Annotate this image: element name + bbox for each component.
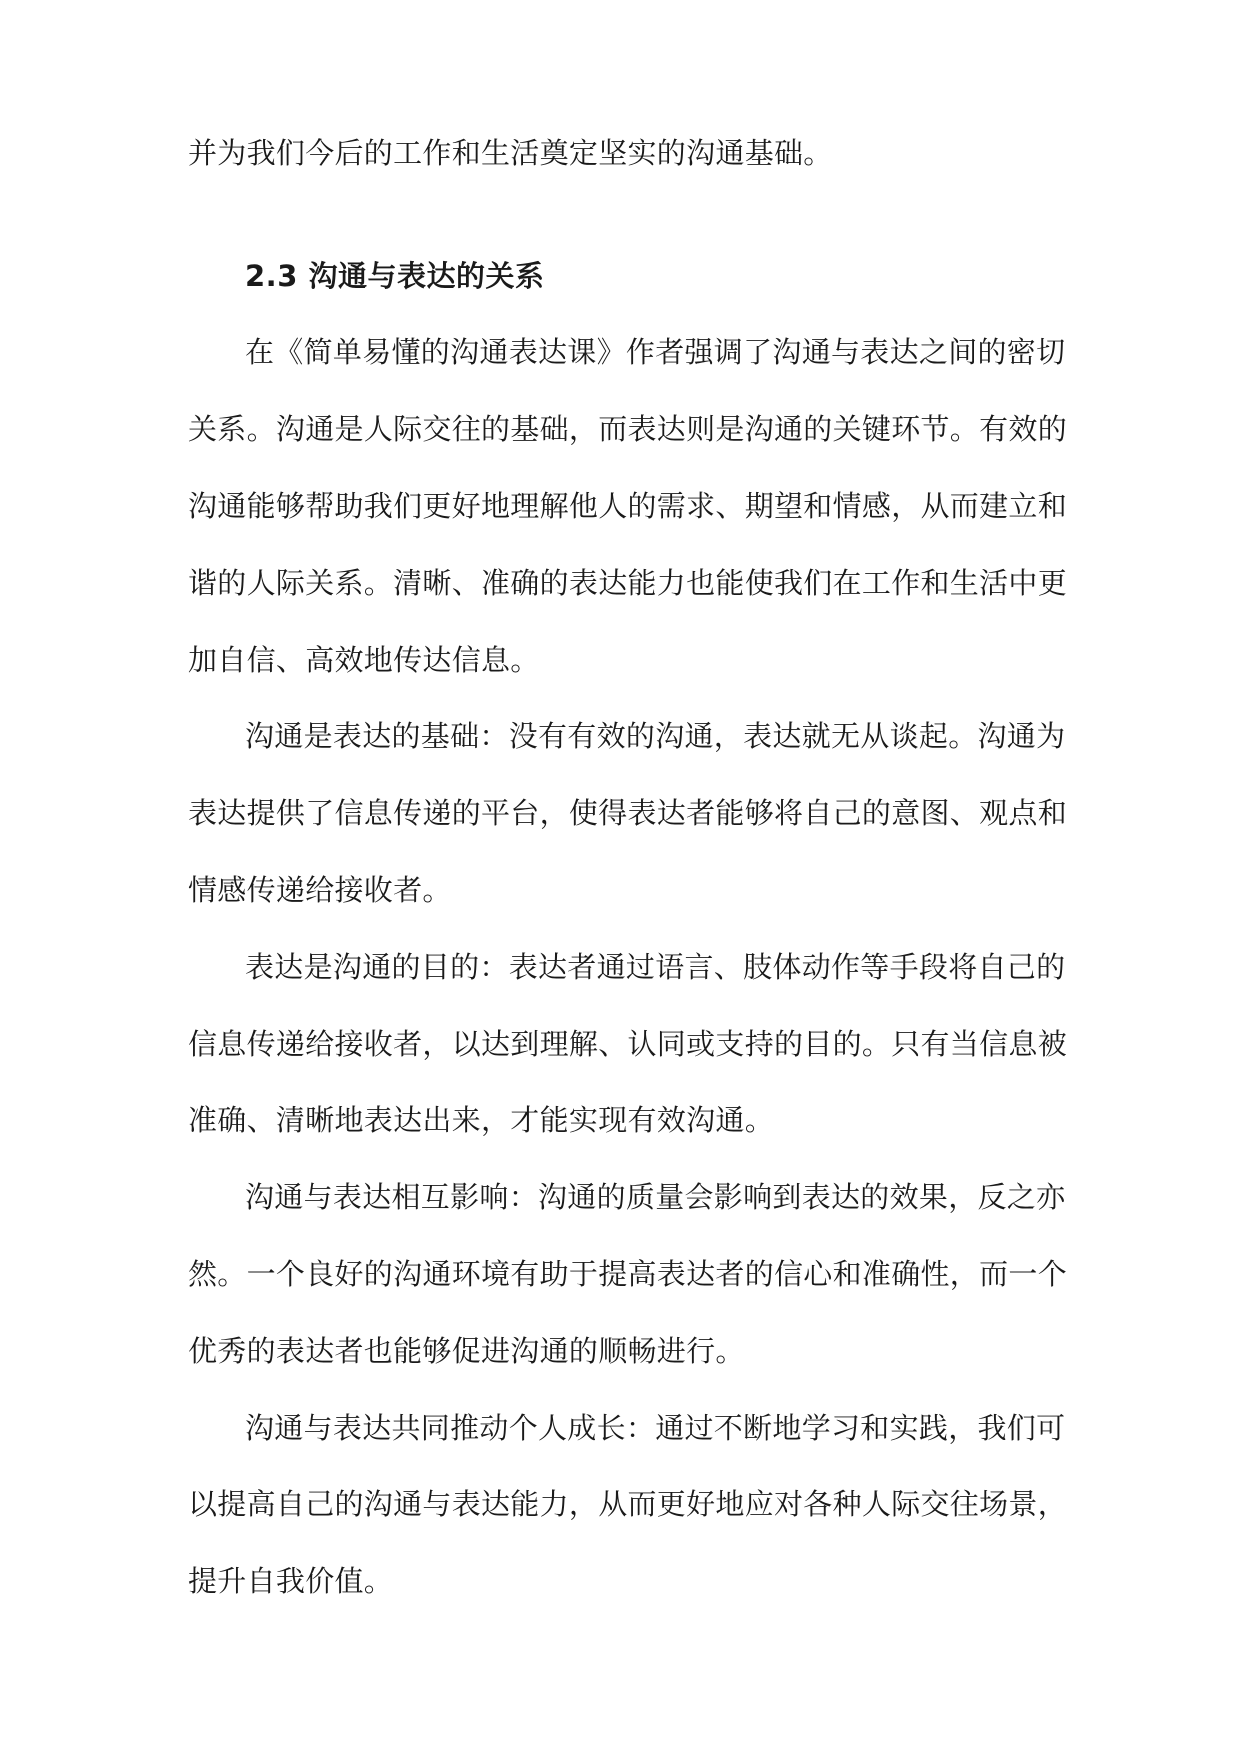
paragraph-line: 沟通与表达相互影响：沟通的质量会影响到表达的效果，反之亦 — [245, 1180, 1066, 1214]
paragraph-line: 关系。沟通是人际交往的基础，而表达则是沟通的关键环节。有效的 — [188, 412, 1068, 446]
paragraph-line: 优秀的表达者也能够促进沟通的顺畅进行。 — [188, 1334, 745, 1368]
paragraph-line: 表达是沟通的目的：表达者通过语言、肢体动作等手段将自己的 — [245, 950, 1066, 984]
paragraph-line: 以提高自己的沟通与表达能力，从而更好地应对各种人际交往场景， — [188, 1487, 1068, 1521]
paragraph-line: 加自信、高效地传达信息。 — [188, 643, 540, 677]
section-heading: 2.3 沟通与表达的关系 — [245, 259, 545, 293]
paragraph-line: 表达提供了信息传递的平台，使得表达者能够将自己的意图、观点和 — [188, 796, 1068, 830]
paragraph-line: 准确、清晰地表达出来，才能实现有效沟通。 — [188, 1103, 775, 1137]
paragraph-line: 沟通是表达的基础：没有有效的沟通，表达就无从谈起。沟通为 — [245, 719, 1066, 753]
continuation-line: 并为我们今后的工作和生活奠定坚实的沟通基础。 — [188, 136, 833, 170]
paragraph-line: 沟通与表达共同推动个人成长：通过不断地学习和实践，我们可 — [245, 1411, 1066, 1445]
paragraph-line: 提升自我价值。 — [188, 1564, 394, 1598]
paragraph-line: 信息传递给接收者，以达到理解、认同或支持的目的。只有当信息被 — [188, 1027, 1068, 1061]
paragraph-line: 情感传递给接收者。 — [188, 873, 452, 907]
paragraph-line: 谐的人际关系。清晰、准确的表达能力也能使我们在工作和生活中更 — [188, 566, 1068, 600]
paragraph-line: 然。一个良好的沟通环境有助于提高表达者的信心和准确性，而一个 — [188, 1257, 1068, 1291]
paragraph-line: 在《简单易懂的沟通表达课》作者强调了沟通与表达之间的密切 — [245, 335, 1066, 369]
paragraph-line: 沟通能够帮助我们更好地理解他人的需求、期望和情感，从而建立和 — [188, 489, 1068, 523]
